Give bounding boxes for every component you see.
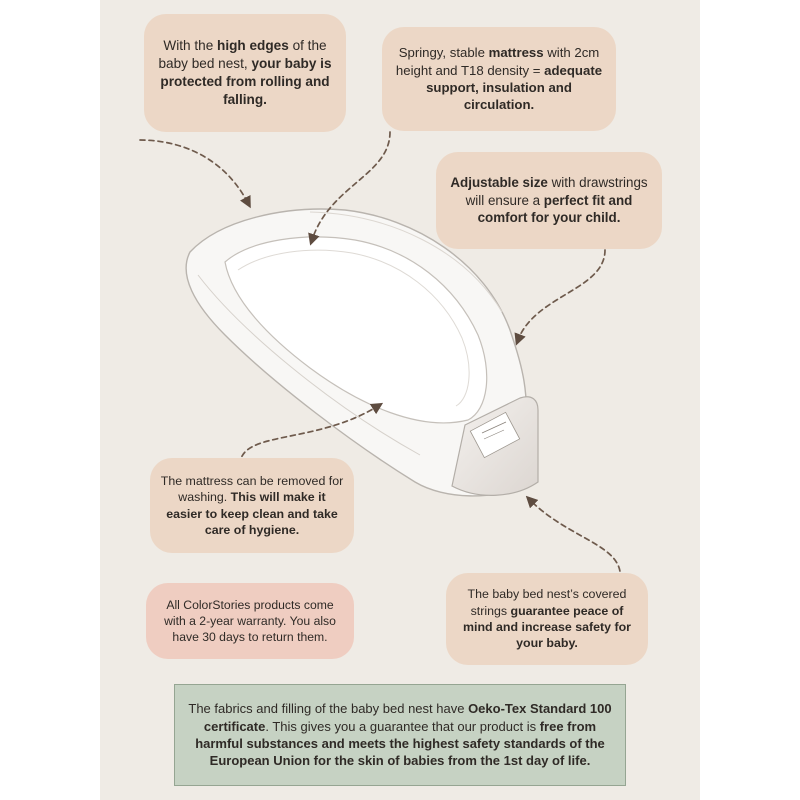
- certificate-bold: Oeko-Tex Standard 100 certificate: [203, 701, 612, 734]
- callout-warranty: [146, 583, 354, 659]
- callout-text: with 2cm height and T18 density =: [395, 45, 600, 78]
- callout-text: The mattress can be removed for washing.: [160, 473, 344, 505]
- callout-adjustable-size: [436, 152, 662, 249]
- callout-text: With the: [163, 38, 218, 54]
- callout-text: The baby bed nest’s covered strings: [467, 587, 627, 618]
- callout-bold: guarantee peace of mind and increase safety for your baby.: [462, 603, 632, 651]
- callout-text: All ColorStories products come with a 2-year warranty. You also have 30 days to return them.: [164, 597, 336, 645]
- callout-text: Springy, stable: [398, 45, 489, 61]
- callout-bold: Adjustable size: [450, 174, 548, 190]
- dashed-arrow-icon: [530, 500, 620, 580]
- certificate-text: . This gives you a guarantee that our product is: [265, 718, 540, 734]
- callout-bold: adequate support, insulation and circulation.: [426, 62, 603, 113]
- callout-bold: perfect fit and comfort for your child.: [477, 192, 633, 226]
- infographic-panel: [100, 0, 700, 800]
- dashed-arrow-icon: [140, 140, 248, 203]
- callout-bold: This will make it easier to keep clean and take care of hygiene.: [166, 490, 338, 537]
- callout-text: with drawstrings will ensure a: [465, 174, 648, 208]
- callout-high-edges: [144, 14, 346, 132]
- callout-bold: high edges: [217, 38, 289, 54]
- certificate-box: [174, 684, 626, 786]
- baby-nest-illustration: [186, 209, 538, 496]
- callout-bold: your baby is protected from rolling and falling.: [160, 56, 332, 107]
- callout-mattress: [382, 27, 616, 131]
- certificate-bold: free from harmful substances and meets the highest safety standards of the European Union for the skin of babies from the 1st day of life.: [195, 718, 605, 769]
- callout-bold: mattress: [488, 45, 544, 61]
- callout-covered-strings: [446, 573, 648, 665]
- callout-text: of the baby bed nest,: [158, 38, 327, 72]
- callout-removable-mattress: [150, 458, 354, 553]
- certificate-text: The fabrics and filling of the baby bed nest have: [188, 701, 469, 717]
- dashed-arrow-icon: [518, 250, 605, 340]
